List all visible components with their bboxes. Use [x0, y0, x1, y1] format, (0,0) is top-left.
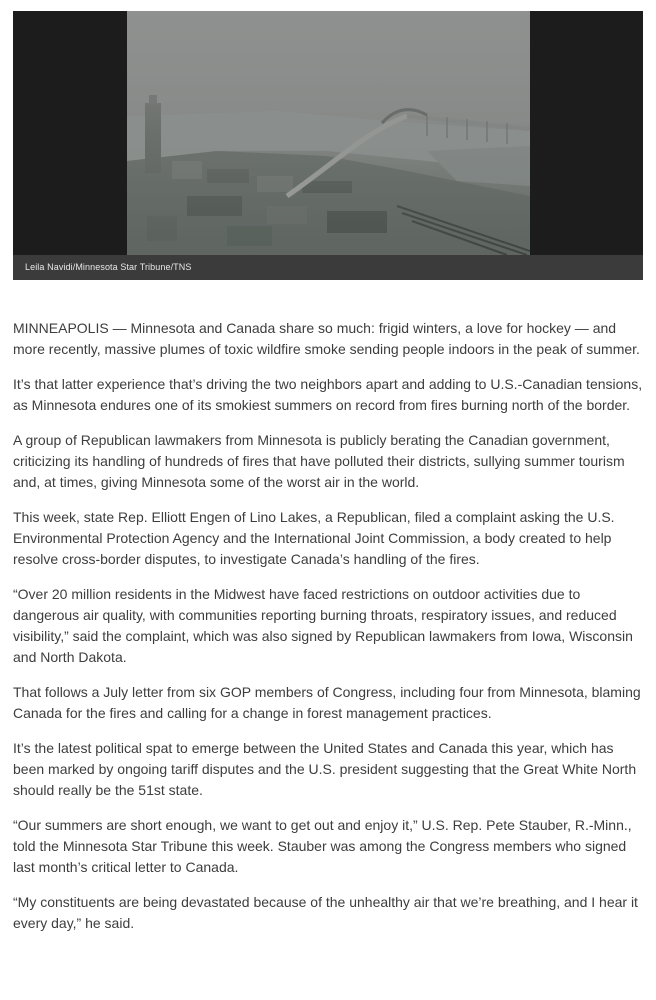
article-paragraph: It’s that latter experience that’s driving the two neighbors apart and adding to U.S.-Canadian tensions, as Minnesota endures one of its smokiest summers on record from fires burning north of the border.: [13, 376, 643, 413]
article-paragraph: It’s the latest political spat to emerge between the United States and Canada this year, which has been marked by ongoing tariff disputes and the U.S. president suggesting that the Great White North should really be the 51st state.: [13, 740, 637, 798]
article-paragraph: “Our summers are short enough, we want to get out and enjoy it,” U.S. Rep. Pete Stauber, R.-Minn., told the Minnesota Star Tribune this week. Stauber was among the Congress members who signed last month’s critical letter to Canada.: [13, 817, 632, 875]
smoky-city-bridge-photo: [127, 11, 530, 255]
article-paragraph: A group of Republican lawmakers from Minnesota is publicly berating the Canadian government, criticizing its handling of hundreds of fires that have polluted their districts, sullying summer tourism and, at times, giving Minnesota some of the worst air in the world.: [13, 432, 625, 490]
photo-illustration: [127, 11, 530, 255]
photo-caption-bar: [13, 255, 643, 280]
article-paragraph: “Over 20 million residents in the Midwest have faced restrictions on outdoor activities due to dangerous air quality, with communities reporting burning throats, respiratory issues, and reduced visibility,” said the complaint, which was also signed by Republican lawmakers from Iowa, Wisconsin and North Dakota.: [13, 586, 633, 665]
photo-credit: Leila Navidi/Minnesota Star Tribune/TNS: [25, 262, 192, 272]
article-body: [13, 318, 643, 948]
article-photo-frame: [13, 11, 643, 280]
article-paragraph: This week, state Rep. Elliott Engen of Lino Lakes, a Republican, filed a complaint asking the U.S. Environmental Protection Agency and the International Joint Commission, a body created to help resolve cross-border disputes, to investigate Canada’s handling of the fires.: [13, 509, 615, 567]
article-paragraph: “My constituents are being devastated because of the unhealthy air that we’re breathing, and I hear it every day,” he said.: [13, 894, 638, 931]
article-paragraph: MINNEAPOLIS — Minnesota and Canada share so much: frigid winters, a love for hockey — and more recently, massive plumes of toxic wildfire smoke sending people indoors in the peak of summer.: [13, 320, 640, 357]
article-paragraph: That follows a July letter from six GOP members of Congress, including four from Minnesota, blaming Canada for the fires and calling for a change in forest management practices.: [13, 684, 641, 721]
